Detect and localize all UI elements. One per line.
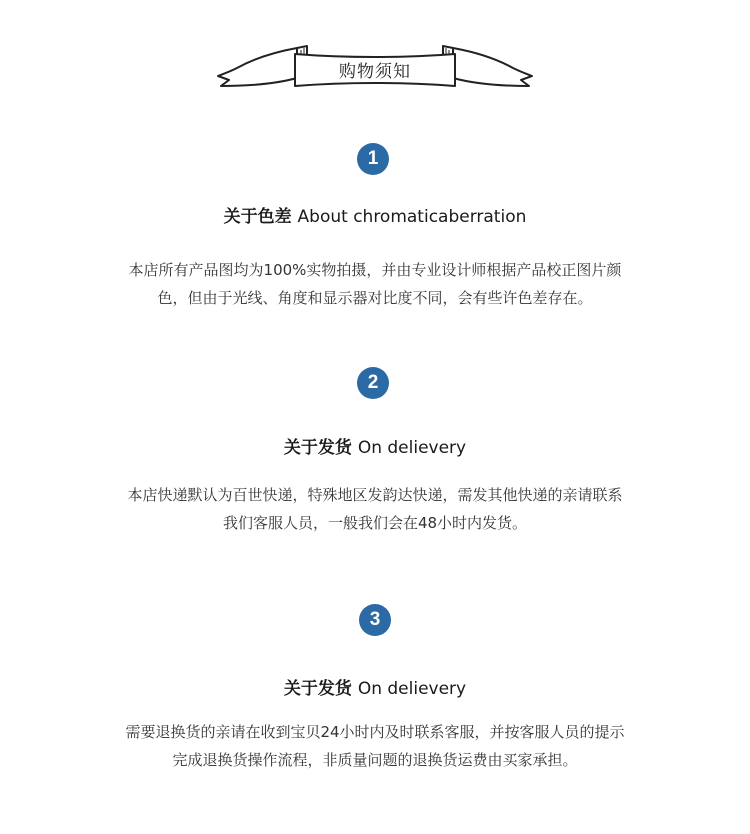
- section-title-en: On delievery: [357, 438, 467, 458]
- section-body-line: 我们客服人员，一般我们会在48小时内发货。: [222, 514, 528, 532]
- header-ribbon: [215, 38, 535, 94]
- section-body: [90, 481, 660, 537]
- section-title-en: On delievery: [357, 679, 467, 699]
- section-body-line: 需要退换货的亲请在收到宝贝24小时内及时联系客服，并按客服人员的提示: [125, 723, 625, 741]
- section-body-line: 色，但由于光线、角度和显示器对比度不同，会有些许色差存在。: [157, 289, 593, 307]
- section-body-line: 本店快递默认为百世快递，特殊地区发韵达快递，需发其他快递的亲请联系: [127, 486, 623, 504]
- section-body-line: 完成退换货操作流程，非质量问题的退换货运费由买家承担。: [172, 751, 578, 769]
- section-title: [0, 674, 750, 699]
- section-body-line: 本店所有产品图均为100%实物拍摄，并由专业设计师根据产品校正图片颜: [128, 261, 622, 279]
- section-body: [90, 256, 660, 312]
- section-title-en: About chromaticaberration: [297, 207, 527, 227]
- section-title: [0, 202, 750, 227]
- section-title-cn: 关于色差: [223, 207, 292, 227]
- section-title: [0, 433, 750, 458]
- section-title-cn: 关于发货: [283, 679, 352, 699]
- step-badge: 2: [357, 367, 389, 399]
- banner-title: 购物须知: [339, 62, 411, 82]
- step-badge: 1: [357, 143, 389, 175]
- section-title-cn: 关于发货: [283, 438, 352, 458]
- step-badge: 3: [359, 604, 391, 636]
- section-body: [90, 718, 660, 774]
